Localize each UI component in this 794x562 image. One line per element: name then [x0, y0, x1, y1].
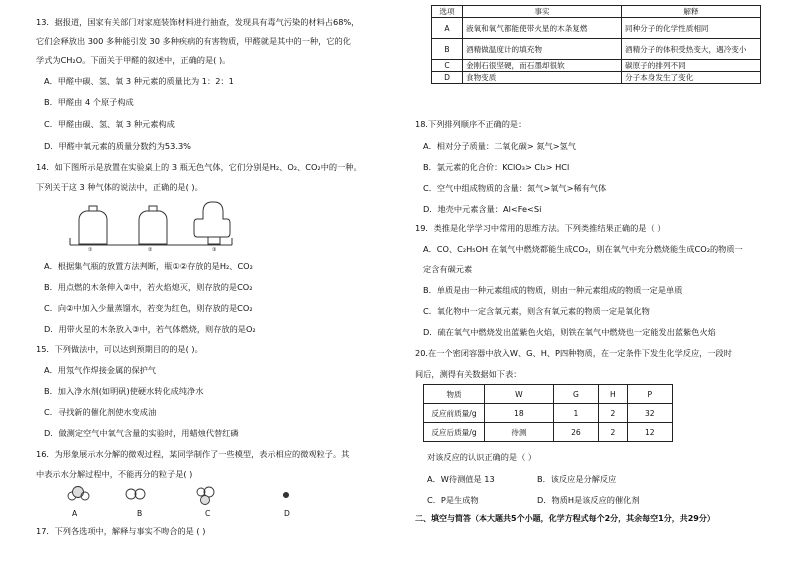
q15-option-d: D．做测定空气中氧气含量的实验时，用蜡烛代替红磷 [44, 428, 239, 438]
bottle-label-2: ② [148, 247, 153, 253]
q16-option-a: A [72, 509, 78, 518]
table-row: D 食物变质 分子本身发生了变化 [432, 72, 761, 84]
q19-stem: 19．类推是化学学习中常用的思维方法。下列类推结果正确的是（ ） [415, 223, 666, 233]
q19-option-a-line1: A．CO、C₂H₅OH 在氧气中燃烧都能生成CO₂，则在氧气中充分燃烧能生成CO₂的物质一 [423, 244, 743, 254]
table-row: 反应后质量/g 待测 26 2 12 [424, 423, 673, 442]
molecule-models-figure [60, 482, 300, 508]
q13-option-b: B．甲醛由 4 个原子构成 [44, 97, 134, 107]
table-row: A 液氧和氧气都能使带火星的木条复燃 同种分子的化学性质相同 [432, 18, 761, 39]
molecule-c-icon [197, 487, 214, 505]
q16-stem-line2: 中表示水分解过程中，不能再分的粒子是( ) [36, 469, 193, 479]
q13-stem-line1: 13．据报道，国家有关部门对家庭装饰材料进行抽查，发现具有毒气污染的材料占68%， [36, 17, 360, 27]
q14-stem-line2: 下列关于这 3 种气体的说法中，正确的是( )。 [36, 182, 203, 192]
q15-option-b: B．加入净水剂(如明矾)使硬水转化成纯净水 [44, 386, 204, 396]
q19-option-d: D．硫在氧气中燃烧发出蓝紫色火焰，则铁在氧气中燃烧也一定能发出蓝紫色火焰 [423, 327, 716, 337]
q18-option-c: C．空气中组成物质的含量：氮气>氧气>稀有气体 [423, 183, 607, 193]
q19-option-c: C．氧化物中一定含氧元素，则含有氧元素的物质一定是氧化物 [423, 306, 650, 316]
q14-stem-line1: 14．如下图所示是放置在实验桌上的 3 瓶无色气体，它们分别是H₂、O₂、CO₂中的一种。 [36, 162, 362, 172]
q13-stem-line3: 学式为CH₂O。下面关于甲醛的叙述中，正确的是( )。 [36, 55, 231, 65]
q17-table [431, 5, 761, 84]
q15-option-a: A．用氖气作焊接金属的保护气 [44, 365, 157, 375]
q14-option-d: D．用带火星的木条放入③中，若气体燃烧，则存放的是O₂ [44, 324, 256, 334]
header-fact: 事实 [463, 6, 622, 18]
q13-option-c: C．甲醛由碳、氢、氧 3 种元素构成 [44, 119, 175, 129]
molecule-a-icon [68, 487, 89, 501]
q19-option-a-line2: 定含有碳元素 [423, 264, 473, 274]
molecule-b-icon [126, 489, 145, 499]
q17-table-header [432, 6, 761, 18]
q16-option-b: B [137, 509, 143, 518]
header-reason: 解释 [622, 6, 761, 18]
q14-option-b: B．用点燃的木条伸入②中，若火焰熄灭，则存放的是CO₂ [44, 282, 253, 292]
q15-stem: 15．下列做法中，可以达到预期目的的是( )。 [36, 344, 203, 354]
bottle-label-3: ③ [212, 247, 217, 253]
q19-option-b: B．单质是由一种元素组成的物质，则由一种元素组成的物质一定是单质 [423, 285, 683, 295]
molecule-d-icon [283, 492, 288, 497]
bottle-label-1: ① [88, 247, 93, 253]
table-row: C 金刚石很坚硬，而石墨却很软 碳原子的排列不同 [432, 60, 761, 72]
q13-stem-line2: 它们会释放出 300 多种能引发 30 多种疾病的有害物质，甲醛就是其中的一种，它的化 [36, 36, 351, 46]
q18-option-b: B．氯元素的化合价：KClO₃> Cl₂> HCl [423, 162, 570, 172]
q20-stem-line2: 间后，测得有关数据如下表： [415, 369, 522, 379]
q14-option-a: A．根据集气瓶的放置方法判断，瓶①②存放的是H₂、CO₂ [44, 261, 253, 271]
table-row: B 酒精做温度计的填充物 酒精分子的体积受热变大，遇冷变小 [432, 39, 761, 60]
q18-option-a: A．相对分子质量：二氧化碳> 氮气>氢气 [423, 141, 576, 151]
q17-stem: 17．下列各选项中，解释与事实不吻合的是 ( ) [36, 526, 206, 536]
q20-data-table [423, 384, 673, 442]
q18-option-d: D．地壳中元素含量：Al<Fe<Si [423, 204, 542, 214]
header-option: 选项 [432, 6, 463, 18]
section-2-heading: 二、填空与简答（本大题共5个小题，化学方程式每个2分，其余每空1分，共29分） [415, 514, 715, 523]
q15-option-c: C．寻找新的催化剂使水变成油 [44, 407, 157, 417]
q20-option-d: D．物质H是该反应的催化剂 [537, 495, 640, 505]
q14-option-c: C．向②中加入少量蒸馏水，若变为红色，则存放的是CO₂ [44, 303, 253, 313]
q20-stem-line1: 20.在一个密闭容器中放入W、G、H、P四种物质，在一定条件下发生化学反应，一段时 [415, 348, 732, 358]
q16-option-d: D [284, 509, 290, 518]
table-row: 反应前质量/g 18 1 2 32 [424, 404, 673, 423]
q20-option-a: A．W待测值是 13 [427, 474, 495, 484]
bottle-3 [194, 202, 230, 244]
q20-option-c: C．P是生成物 [427, 495, 479, 505]
q13-option-a: A．甲醛中碳、氢、氧 3 种元素的质量比为 1：2：1 [44, 76, 234, 86]
q13-option-d: D．甲醛中氧元素的质量分数约为53.3% [44, 141, 191, 151]
q20-option-b: B．该反应是分解反应 [537, 474, 617, 484]
bottle-1 [79, 206, 107, 244]
bottle-2 [139, 206, 167, 244]
q18-stem: 18.下列排列顺序不正确的是： [415, 119, 527, 129]
q16-option-c: C [205, 509, 211, 518]
table-row: 物质 W G H P [424, 385, 673, 404]
q16-stem-line1: 16．为形象展示水分解的微观过程，某同学制作了一些模型，表示相应的微观粒子。其 [36, 449, 350, 459]
q20-question: 对该反应的认识正确的是（ ） [427, 452, 537, 462]
